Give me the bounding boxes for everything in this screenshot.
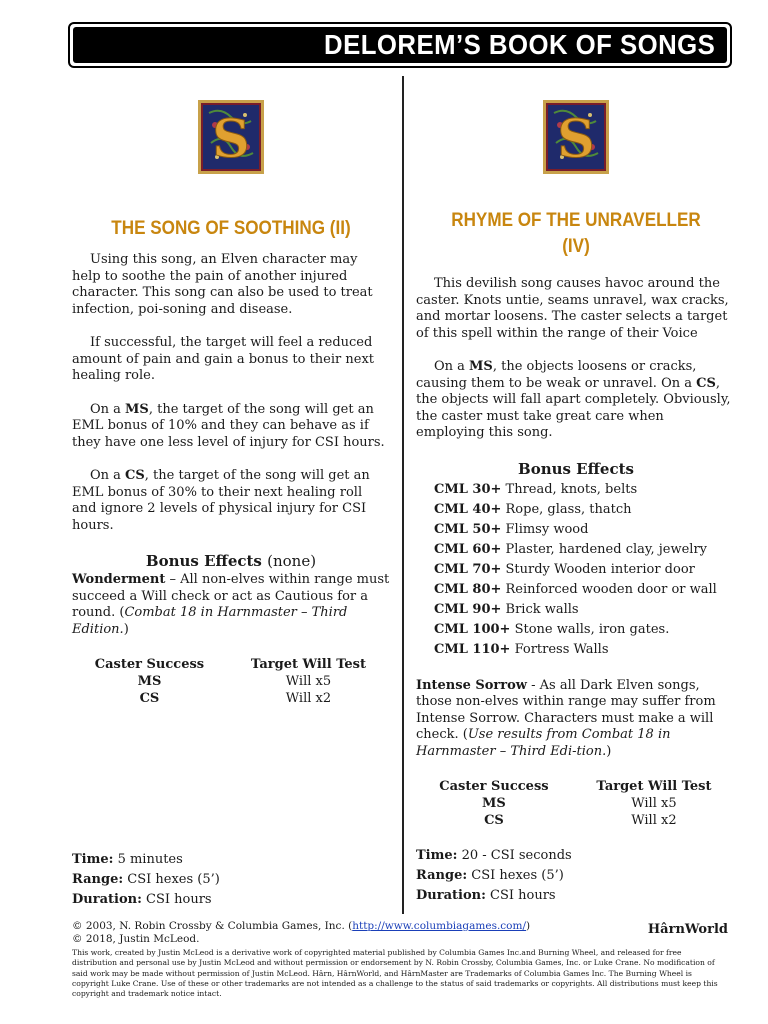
list-item: CML 60+ Plaster, hardened clay, jewelry: [434, 541, 708, 557]
list-item: CML 90+ Brick walls: [434, 601, 579, 617]
section-title-unraveller: RHYME OF THE UNRAVELLER (IV): [451, 210, 701, 257]
table-header: Caster Success: [439, 779, 549, 794]
unraveller-ms-cs-text: On a MS, the objects loosens or cracks, causing them to be weak or unravel. On a CS, the objects will fall apart completely. Obviously, the caster must take great care when employing this song.: [416, 359, 731, 440]
list-item: CML 80+ Reinforced wooden door or wall: [434, 581, 717, 597]
svg-text:S: S: [557, 109, 595, 170]
page-header: [68, 22, 732, 68]
list-item: CML 50+ Flimsy wood: [434, 521, 589, 537]
list-item: CML 100+ Stone walls, iron gates.: [434, 621, 670, 637]
table-header: Target Will Test: [596, 779, 712, 794]
unraveller-bonus-heading: Bonus Effects: [518, 459, 634, 478]
unraveller-will-table: [416, 778, 736, 829]
soothing-will-table: [72, 656, 390, 707]
right-column: [416, 76, 736, 903]
left-column: [72, 76, 390, 907]
section-title-soothing: THE SONG OF SOOTHING (II): [111, 218, 351, 239]
illuminated-letter-s-icon: [198, 100, 264, 174]
unraveller-meta: Time: 20 - CSI seconds Range: CSI hexes (5’) Duration: CSI hours: [416, 848, 572, 903]
columbia-games-link[interactable]: http://www.columbiagames.com/: [352, 920, 527, 932]
wonderment-text: Wonderment – All non-elves within range must succeed a Will check or act as Cautious for a round. (Combat 18 in Harnmaster – Third Edition.): [72, 572, 390, 637]
list-item: CML 110+ Fortress Walls: [434, 641, 609, 657]
table-header: Target Will Test: [250, 657, 366, 672]
soothing-intro: Using this song, an Elven character may help to soothe the pain of another injured character. This song can also be used to treat infection, poi-soning and disease.: [72, 252, 373, 317]
table-row: CS Will x2: [484, 813, 677, 828]
soothing-success: If successful, the target will feel a reduced amount of pain and gain a bonus to their next healing role.: [72, 335, 375, 383]
page-title: DELOREM’S BOOK OF SONGS: [323, 29, 715, 60]
illuminated-letter-s-icon: [543, 100, 609, 174]
list-item: CML 70+ Sturdy Wooden interior door: [434, 561, 695, 577]
soothing-cs-text: On a CS, the target of the song will get an EML bonus of 30% to their next healing roll and ignore 2 levels of physical injury for CSI hours.: [72, 468, 370, 533]
soothing-meta: Time: 5 minutes Range: CSI hexes (5’) Duration: CSI hours: [72, 852, 220, 907]
copyright-line-1: © 2003, N. Robin Crossby & Columbia Games, Inc. (http://www.columbiagames.com/): [72, 920, 531, 932]
table-row: CS Will x2: [139, 691, 332, 706]
table-header: Caster Success: [94, 657, 205, 672]
harnworld-brand: HârnWorld: [647, 922, 728, 937]
soothing-ms-text: On a MS, the target of the song will get an EML bonus of 10% and they can behave as if they have one less level of injury for CSI hours.: [72, 401, 385, 450]
column-divider: [402, 76, 404, 914]
legal-notice: This work, created by Justin McLeod is a derivative work of copyrighted material published by Columbia Games Inc.and Burning Wheel, and released for free distribution and personal use by Justin McLeod and without permission or endorsement by N. Robin Crossby, Columbia Games, Inc. or Luke Crane. No modification of said work may be made without permission of Justin McLeod. Hârn, HârnWorld, and HârnMaster are Trademarks of Columbia Games Inc. The Burning Wheel is copyright Luke Crane. Use of these or other trademarks are not intended as a challenge to the status of said trademarks or copyrights. All distributions must keep this copyright and trademark notice intact.: [72, 948, 718, 999]
intense-sorrow-text: Intense Sorrow - As all Dark Elven songs, those non-elves within range may suffer from Intense Sorrow. Characters must make a will check. (Use results from Combat 18 in Harnmaster – Third Edi-tion.): [416, 677, 716, 759]
list-item: CML 40+ Rope, glass, thatch: [434, 501, 632, 517]
copyright-line-2: © 2018, Justin McLeod.: [72, 933, 200, 945]
cml-list: [416, 480, 736, 660]
unraveller-intro: This devilish song causes havoc around the caster. Knots untie, seams unravel, wax cracks, and mortar loosens. The caster selects a target of this spell within the range of their Voice: [416, 276, 729, 341]
copyright-footer: [72, 920, 728, 999]
table-row: MS Will x5: [482, 796, 677, 811]
table-row: MS Will x5: [137, 674, 332, 689]
list-item: CML 30+ Thread, knots, belts: [434, 481, 638, 497]
soothing-bonus-heading: Bonus Effects (none): [145, 552, 317, 570]
svg-text:S: S: [212, 109, 250, 170]
page-header-band: [73, 27, 727, 63]
